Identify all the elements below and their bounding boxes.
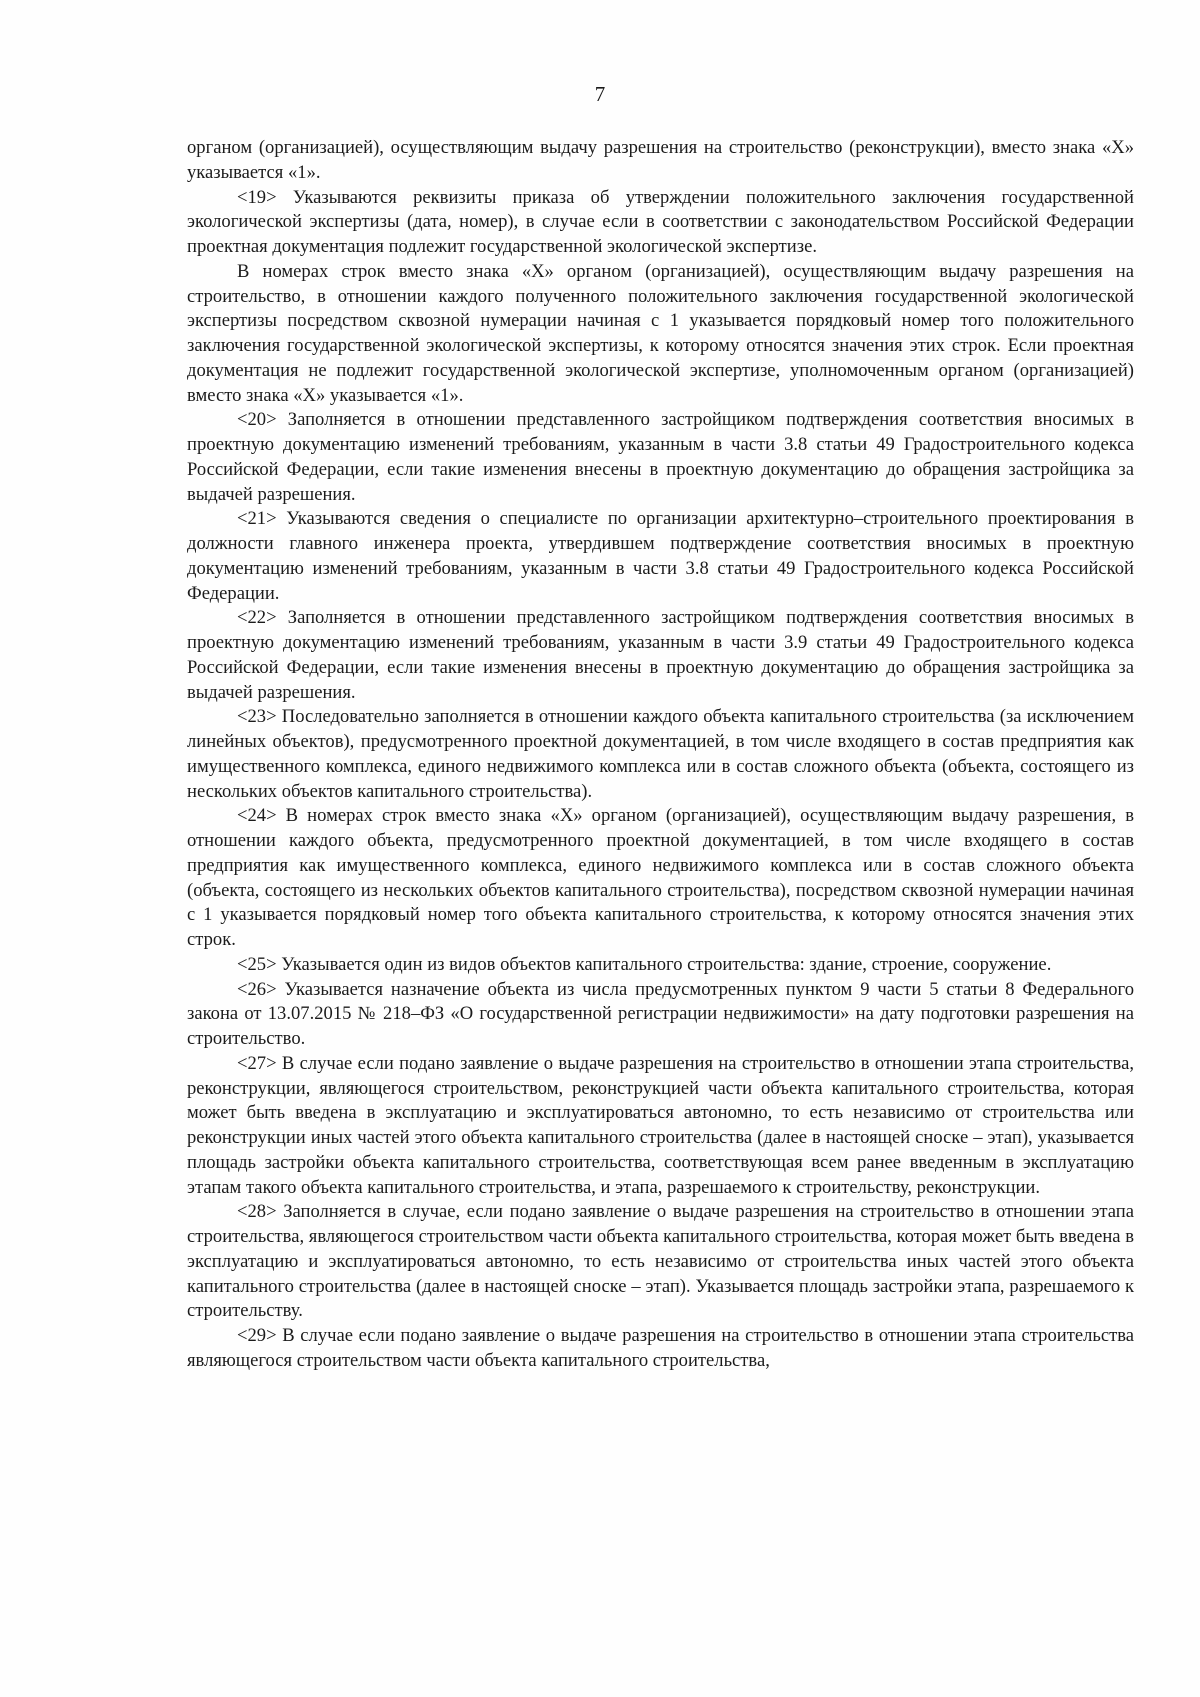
footnote-21: <21> Указываются сведения о специалисте по организации архитектурно–строительного проектирования в должности главного инженера проекта, утвердившем подтверждение соответствия вносимых в проектную документацию изменений требованиям, указанным в части 3.8 статьи 49 Градостроительного кодекса Российской Федерации. (187, 508, 1134, 604)
footnote-29: <29> В случае если подано заявление о выдаче разрешения на строительство в отношении этапа строительства являющегося строительством части объекта капитального строительства, (187, 1325, 1134, 1371)
paragraph: В номерах строк вместо знака «Х» органом (организацией), осуществляющим выдачу разрешения на строительство, в отношении каждого полученного положительного заключения государственной экологической экспертизы посредством сквозной нумерации начиная с 1 указывается порядковый номер того положительного заключения государственной экологической экспертизы, к которому относятся значения этих строк. Если проектная документация не подлежит государственной экологической экспертизе, уполномоченным органом (организацией) вместо знака «Х» указывается «1». (187, 260, 1134, 406)
footnote-25: <25> Указывается один из видов объектов капитального строительства: здание, строение, сооружение. (237, 953, 1052, 975)
page-number: 7 (594, 82, 606, 106)
footnote-24: <24> В номерах строк вместо знака «Х» органом (организацией), осуществляющим выдачу разрешения, в отношении каждого объекта, предусмотренного проектной документацией, в том числе входящего в состав предприятия как имущественного комплекса, единого недвижимого комплекса или в состав сложного объекта (объекта, состоящего из нескольких объектов капитального строительства), посредством сквозной нумерации начиная с 1 указывается порядковый номер того объекта капитального строительства, к которому относятся значения этих строк. (187, 805, 1134, 950)
paragraph: органом (организацией), осуществляющим выдачу разрешения на строительство (реконструкции), вместо знака «Х» указывается «1». (187, 137, 1134, 183)
footnote-19: <19> Указываются реквизиты приказа об утверждении положительного заключения государственной экологической экспертизы (дата, номер), в случае если в соответствии с законодательством Российской Федерации проектная документация подлежит государственной экологической экспертизе. (187, 186, 1134, 257)
footnote-23: <23> Последовательно заполняется в отношении каждого объекта капитального строительства (за исключением линейных объектов), предусмотренного проектной документацией, в том числе входящего в состав предприятия как имущественного комплекса, единого недвижимого комплекса или в состав сложного объекта (объекта, состоящего из нескольких объектов капитального строительства). (187, 706, 1134, 802)
footnote-28: <28> Заполняется в случае, если подано заявление о выдаче разрешения на строительство в отношении этапа строительства, являющегося строительством части объекта капитального строительства, которая может быть введена в эксплуатацию и эксплуатироваться автономно, то есть независимо от строительства иных частей этого объекта капитального строительства (далее в настоящей сноске – этап). Указывается площадь застройки этапа, разрешаемого к строительству. (187, 1201, 1134, 1322)
footnote-20: <20> Заполняется в отношении представленного застройщиком подтверждения соответствия вносимых в проектную документацию изменений требованиям, указанным в части 3.8 статьи 49 Градостроительного кодекса Российской Федерации, если такие изменения внесены в проектную документацию до обращения застройщика за выдачей разрешения. (187, 409, 1134, 505)
footnote-27: <27> В случае если подано заявление о выдаче разрешения на строительство в отношении этапа строительства, реконструкции, являющегося строительством, реконструкцией части объекта капитального строительства, которая может быть введена в эксплуатацию и эксплуатироваться автономно, то есть независимо от строительства или реконструкции иных частей этого объекта капитального строительства (далее в настоящей сноске – этап), указывается площадь застройки объекта капитального строительства, соответствующая всем ранее введенным в эксплуатацию этапам такого объекта капитального строительства, и этапа, разрешаемого к строительству, реконструкции. (187, 1052, 1134, 1198)
document-body (187, 136, 1134, 1374)
footnote-26: <26> Указывается назначение объекта из числа предусмотренных пунктом 9 части 5 статьи 8 Федерального закона от 13.07.2015 № 218–ФЗ «О государственной регистрации недвижимости» на дату подготовки разрешения на строительство. (187, 978, 1134, 1049)
footnote-22: <22> Заполняется в отношении представленного застройщиком подтверждения соответствия вносимых в проектную документацию изменений требованиям, указанным в части 3.9 статьи 49 Градостроительного кодекса Российской Федерации, если такие изменения внесены в проектную документацию до обращения застройщика за выдачей разрешения. (187, 607, 1134, 703)
